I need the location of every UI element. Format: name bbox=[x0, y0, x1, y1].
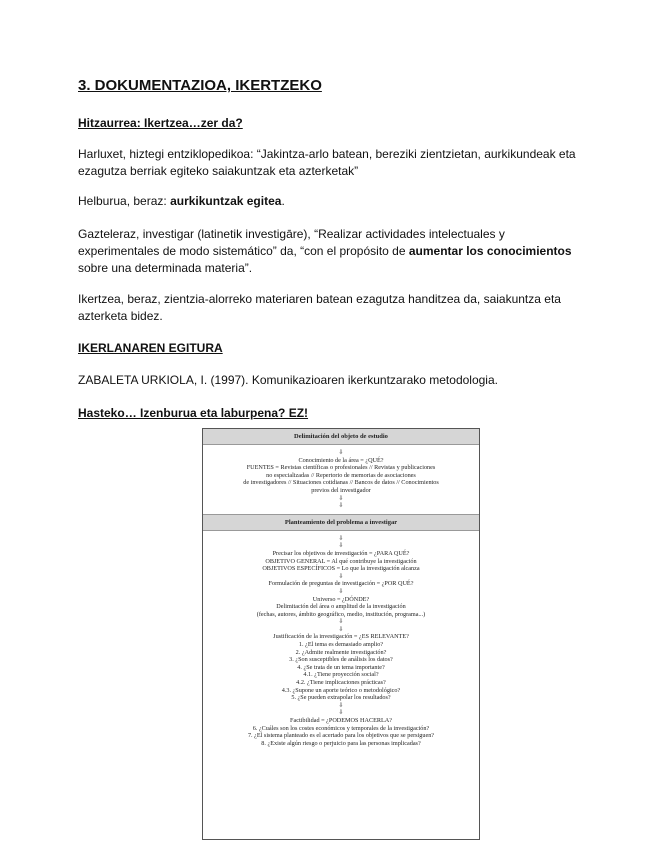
flowchart-line: ⇩ bbox=[338, 534, 344, 542]
flowchart-line: 4. ¿Se trata de un tema importante? bbox=[297, 663, 385, 671]
flowchart-line: ⇩ bbox=[338, 502, 344, 510]
flowchart-line: ⇩ bbox=[338, 587, 344, 595]
flowchart-line: ⇩ bbox=[338, 572, 344, 580]
flowchart-line: 4.1. ¿Tiene proyección social? bbox=[303, 671, 379, 679]
flowchart-section-1 bbox=[203, 449, 479, 510]
flowchart-line: Formulación de preguntas de investigación = ¿POR QUÉ? bbox=[268, 580, 414, 588]
flowchart-line: Conocimiento de la área = ¿QUÉ? bbox=[298, 456, 384, 464]
flowchart-line: (fechas, autores, ámbito geográfico, medio, institución, programa...) bbox=[256, 610, 426, 618]
flowchart-line: de investigadores // Situaciones cotidianas // Bancos de datos // Conocimientos bbox=[243, 479, 439, 487]
reference-text: ZABALETA URKIOLA, I. (1997). Komunikazioaren ikerkuntzarako metodologia. bbox=[78, 373, 498, 387]
paragraph-summary: Ikertzea, beraz, zientzia-alorreko materiaren batean ezagutza handitzea da, saiakuntza eta azterketa bidez. bbox=[78, 292, 561, 323]
flowchart-line: previos del investigador bbox=[311, 486, 371, 494]
spanish-bold: aumentar los conocimientos bbox=[408, 244, 572, 258]
start-heading: Hasteko… Izenburua eta laburpena? EZ! bbox=[78, 406, 309, 420]
flowchart-line: Justificación de la investigación = ¿ES RELEVANTE? bbox=[273, 633, 409, 641]
paragraph-spanish-definition bbox=[78, 226, 578, 277]
flowchart-line: Factibilidad = ¿PODEMOS HACERLA? bbox=[290, 717, 392, 724]
flowchart-section-2 bbox=[203, 535, 479, 748]
flowchart-line: OBJETIVOS ESPECÍFICOS = Lo que la investigación alcanza bbox=[262, 565, 420, 573]
flowchart-line: 4.3. ¿Supone un aporte teórico o metodológico? bbox=[281, 686, 401, 694]
flowchart-line: Precisar los objetivos de investigación = ¿PARA QUÉ? bbox=[272, 549, 410, 557]
flowchart-line: Delimitación del área o amplitud de la investigación bbox=[276, 603, 406, 611]
flowchart-line: 1. ¿El tema es demasiado amplio? bbox=[298, 641, 384, 649]
flowchart-line: Universo = ¿DÓNDE? bbox=[312, 595, 370, 603]
flowchart-line: 8. ¿Existe algún riesgo o perjuicio para las personas implicadas? bbox=[261, 739, 421, 747]
flowchart-line: ⇩ bbox=[338, 709, 344, 717]
flowchart-line: no especializadas // Repertorio de memorias de asociaciones bbox=[266, 471, 416, 479]
flowchart-line: 4.2. ¿Tiene implicaciones prácticas? bbox=[296, 679, 386, 687]
flowchart-section-title: Planteamiento del problema a investigar bbox=[203, 514, 479, 531]
flowchart-line: 3. ¿Son susceptibles de análisis los datos? bbox=[289, 656, 393, 664]
structure-heading: IKERLANAREN EGITURA bbox=[78, 341, 223, 355]
spanish-end: sobre una determinada materia”. bbox=[78, 261, 253, 275]
flowchart-section-title: Delimitación del objeto de estudio bbox=[203, 429, 479, 445]
flowchart-line: OBJETIVO GENERAL = Al qué contribuye la investigación bbox=[265, 557, 417, 565]
flowchart-line: 7. ¿El sistema planteado es el acertado para los objetivos que se persiguen? bbox=[247, 732, 435, 740]
research-flowchart-figure bbox=[202, 428, 480, 840]
flowchart-line: 5. ¿Se pueden extrapolar los resultados? bbox=[291, 694, 391, 702]
spanish-text: Gazteleraz, investigar (latinetik investigāre), “Realizar actividades intelectuales y experimentales de modo sistemático” da, “con el propósito de bbox=[78, 227, 505, 258]
flowchart-line: ⇩ bbox=[338, 494, 344, 502]
flowchart-line: FUENTES = Revistas científicas o profesionales // Revistas y publicaciones bbox=[246, 464, 436, 472]
flowchart-line: ⇩ bbox=[338, 625, 344, 633]
intro-heading: Hitzaurrea: Ikertzea…zer da? bbox=[78, 116, 243, 130]
flowchart-line: 2. ¿Admite realmente investigación? bbox=[295, 648, 387, 656]
flowchart-line: ⇩ bbox=[338, 701, 344, 709]
flowchart-line: ⇩ bbox=[338, 449, 344, 456]
goal-end: . bbox=[281, 194, 285, 208]
flowchart-line: ⇩ bbox=[338, 618, 344, 626]
goal-text: Helburua, beraz: bbox=[78, 194, 171, 208]
flowchart-line: 6. ¿Cuáles son los costes económicos y temporales de la investigación? bbox=[252, 724, 430, 732]
paragraph-definition: Harluxet, hiztegi entziklopedikoa: “Jakintza-arlo batean, bereziki zientzietan, aurkikundeak eta ezagutza berriak egiteko saiakuntzak eta azterketak” bbox=[78, 147, 576, 178]
flowchart-line: ⇩ bbox=[338, 542, 344, 550]
goal-bold: aurkikuntzak egitea bbox=[170, 194, 282, 208]
section-heading: 3. DOKUMENTAZIOA, IKERTZEKO bbox=[78, 77, 322, 94]
paragraph-goal bbox=[78, 193, 578, 210]
